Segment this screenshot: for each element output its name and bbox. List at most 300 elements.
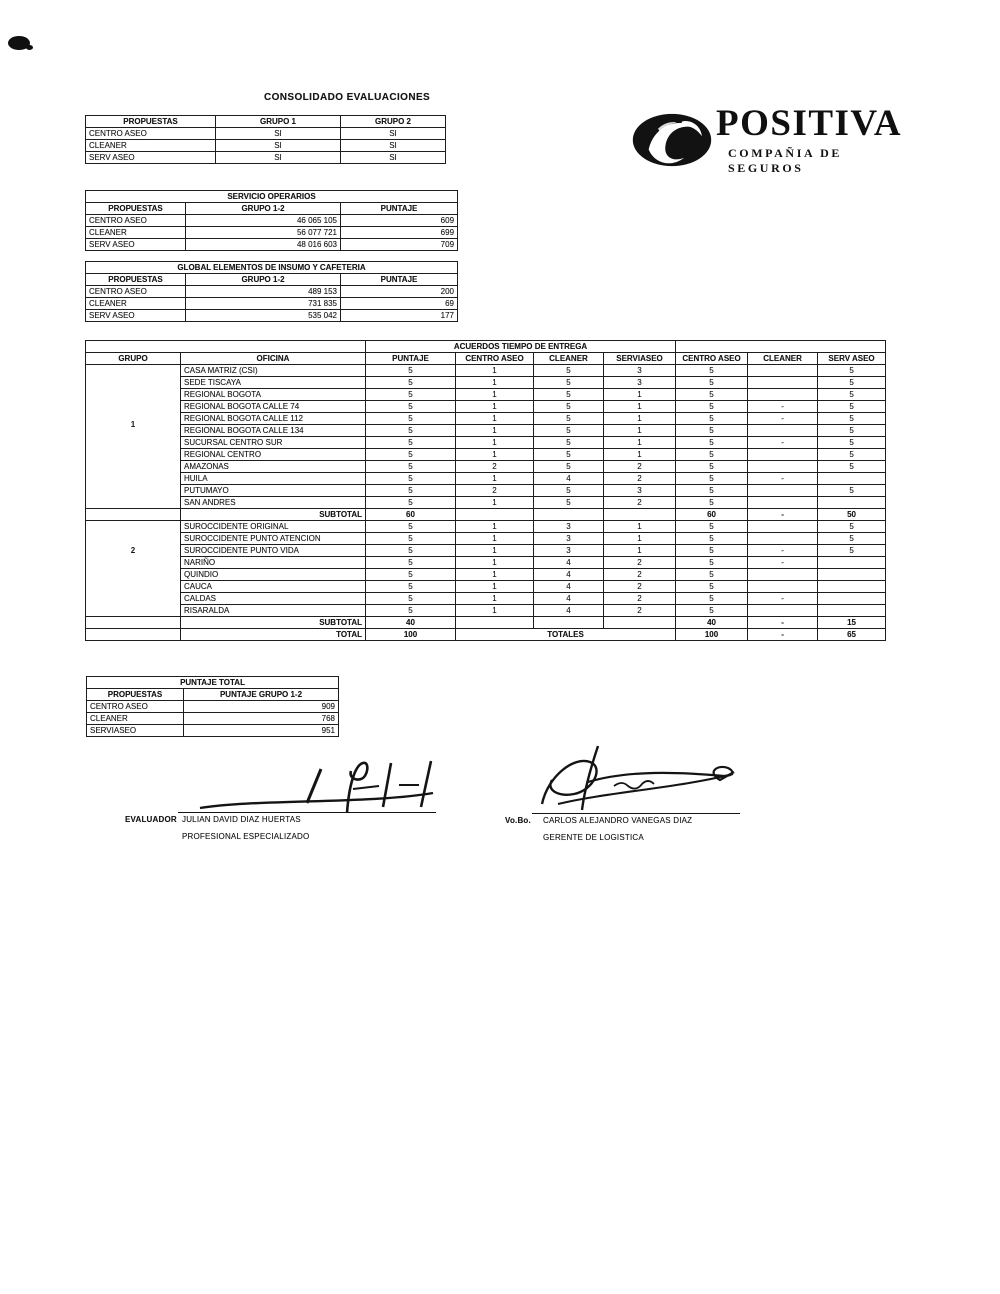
group2-label: 2: [130, 546, 136, 555]
score-cell: 5: [534, 401, 604, 413]
proposal-cell: CLEANER: [87, 713, 184, 725]
score-cell: 4: [534, 593, 604, 605]
proposal-cell: CENTRO ASEO: [86, 128, 216, 140]
score-cell: 5: [676, 473, 748, 485]
score-cell: 3: [604, 365, 676, 377]
table-row: [86, 239, 458, 251]
table-row: [86, 227, 458, 239]
positiva-logo: [630, 103, 920, 175]
score-cell: 5: [534, 389, 604, 401]
table-title: SERVICIO OPERARIOS: [86, 191, 458, 203]
score-cell: 5: [818, 401, 886, 413]
score-cell: 5: [366, 521, 456, 533]
table-row: [86, 128, 446, 140]
score-cell: 5: [366, 485, 456, 497]
office-cell: RISARALDA: [181, 605, 366, 617]
score-cell: 5: [366, 593, 456, 605]
score-cell: 200: [341, 286, 458, 298]
office-cell: CAUCA: [181, 581, 366, 593]
score-cell: 3: [604, 485, 676, 497]
empty-cell: [86, 629, 181, 641]
score-cell: 5: [366, 605, 456, 617]
subtotal-cell: 60: [366, 509, 456, 521]
group-cell: [86, 557, 181, 569]
office-row: [86, 569, 886, 581]
evaluator-title: PROFESIONAL ESPECIALIZADO: [182, 832, 310, 841]
subtotal-row: [86, 509, 886, 521]
office-cell: HUILA: [181, 473, 366, 485]
score-cell: 5: [534, 497, 604, 509]
score-cell: [818, 557, 886, 569]
score-cell: 5: [366, 545, 456, 557]
office-row: [86, 413, 886, 425]
office-row: [86, 449, 886, 461]
group-cell: [86, 569, 181, 581]
office-cell: REGIONAL BOGOTA CALLE 74: [181, 401, 366, 413]
header-cell: GRUPO 2: [341, 116, 446, 128]
score-cell: 1: [456, 449, 534, 461]
score-cell: 2: [604, 581, 676, 593]
score-cell: 4: [534, 605, 604, 617]
empty-cell: [534, 617, 604, 629]
header-cell: CLEANER: [534, 353, 604, 365]
score-cell: 5: [676, 581, 748, 593]
office-row: [86, 401, 886, 413]
empty-cell: [534, 509, 604, 521]
score-cell: 5: [366, 413, 456, 425]
score-cell: 5: [818, 461, 886, 473]
group-cell: [86, 605, 181, 617]
logo-name: POSITIVA: [716, 103, 903, 144]
score-cell: 5: [676, 593, 748, 605]
empty-cell: [604, 617, 676, 629]
empty-cell: [86, 509, 181, 521]
score-cell: 5: [534, 461, 604, 473]
score-cell: 1: [456, 605, 534, 617]
title-row: [87, 677, 339, 689]
header-row: [87, 689, 339, 701]
score-cell: 3: [534, 545, 604, 557]
office-cell: QUINDIO: [181, 569, 366, 581]
office-cell: REGIONAL BOGOTA: [181, 389, 366, 401]
header-row: [86, 274, 458, 286]
score-cell: -: [748, 401, 818, 413]
subtotal-cell: -: [748, 509, 818, 521]
score-cell: 5: [676, 461, 748, 473]
header-cell: GRUPO 1-2: [186, 274, 341, 286]
score-cell: 5: [818, 521, 886, 533]
score-cell: [748, 425, 818, 437]
score-cell: 5: [366, 425, 456, 437]
office-cell: SUROCCIDENTE ORIGINAL: [181, 521, 366, 533]
proposal-cell: CENTRO ASEO: [86, 215, 186, 227]
office-row: [86, 365, 886, 377]
proposal-cell: CENTRO ASEO: [86, 286, 186, 298]
empty-cell: [604, 509, 676, 521]
amount-cell: 731 835: [186, 298, 341, 310]
office-row: [86, 485, 886, 497]
group-cell: [86, 521, 181, 533]
scan-artifact-speck: [26, 45, 33, 50]
score-cell: [818, 569, 886, 581]
score-cell: [818, 473, 886, 485]
score-cell: 1: [604, 521, 676, 533]
score-cell: [748, 569, 818, 581]
score-cell: 5: [366, 473, 456, 485]
score-cell: 609: [341, 215, 458, 227]
header-cell: GRUPO 1: [216, 116, 341, 128]
score-cell: 5: [534, 413, 604, 425]
group-cell: [86, 389, 181, 401]
subtotal-cell: 50: [818, 509, 886, 521]
score-cell: 5: [676, 377, 748, 389]
proposal-cell: CENTRO ASEO: [87, 701, 184, 713]
amount-cell: 489 153: [186, 286, 341, 298]
table-row: [86, 286, 458, 298]
proposal-cell: SERV ASEO: [86, 310, 186, 322]
value-cell: SI: [216, 152, 341, 164]
office-row: [86, 461, 886, 473]
header-cell: GRUPO 1-2: [186, 203, 341, 215]
score-cell: 5: [676, 425, 748, 437]
amount-cell: 56 077 721: [186, 227, 341, 239]
total-row: [86, 629, 886, 641]
score-cell: [748, 449, 818, 461]
empty-cell: [676, 341, 886, 353]
header-cell: PUNTAJE: [341, 274, 458, 286]
score-cell: 5: [534, 449, 604, 461]
proposal-cell: SERV ASEO: [86, 152, 216, 164]
office-cell: SUROCCIDENTE PUNTO VIDA: [181, 545, 366, 557]
score-cell: 3: [534, 521, 604, 533]
office-row: [86, 581, 886, 593]
score-cell: -: [748, 473, 818, 485]
score-cell: 699: [341, 227, 458, 239]
consolidado-table: [85, 115, 446, 164]
value-cell: SI: [216, 128, 341, 140]
table-row: [86, 140, 446, 152]
office-row: [86, 377, 886, 389]
table-row: [87, 713, 339, 725]
office-cell: PUTUMAYO: [181, 485, 366, 497]
score-cell: 5: [676, 365, 748, 377]
score-cell: 5: [818, 437, 886, 449]
score-cell: 5: [676, 521, 748, 533]
approver-name: CARLOS ALEJANDRO VANEGAS DIAZ: [543, 816, 693, 825]
evaluator-signature: [195, 755, 445, 815]
total-cell: -: [748, 629, 818, 641]
score-cell: 2: [604, 605, 676, 617]
score-cell: 1: [604, 449, 676, 461]
value-cell: SI: [341, 128, 446, 140]
subtotal-cell: 40: [366, 617, 456, 629]
score-cell: -: [748, 593, 818, 605]
table-row: [87, 701, 339, 713]
score-cell: 768: [184, 713, 339, 725]
score-cell: 3: [534, 533, 604, 545]
subtotal-label: SUBTOTAL: [181, 509, 366, 521]
score-cell: 2: [604, 497, 676, 509]
score-cell: [748, 581, 818, 593]
group1-label: 1: [130, 420, 136, 429]
office-row: [86, 437, 886, 449]
score-cell: 1: [604, 545, 676, 557]
score-cell: 5: [676, 449, 748, 461]
score-cell: 5: [676, 437, 748, 449]
title-row: [86, 262, 458, 274]
score-cell: 1: [604, 401, 676, 413]
puntaje-total-table: [86, 676, 339, 737]
table-row: [87, 725, 339, 737]
group-cell: [86, 401, 181, 413]
score-cell: 5: [366, 569, 456, 581]
score-cell: 5: [366, 437, 456, 449]
score-cell: [748, 605, 818, 617]
score-cell: 5: [818, 365, 886, 377]
score-cell: 5: [366, 533, 456, 545]
span-title: ACUERDOS TIEMPO DE ENTREGA: [366, 341, 676, 353]
score-cell: 2: [456, 485, 534, 497]
score-cell: 5: [366, 449, 456, 461]
score-cell: 5: [534, 425, 604, 437]
score-cell: -: [748, 413, 818, 425]
total-cell: 65: [818, 629, 886, 641]
score-cell: 4: [534, 473, 604, 485]
header-cell: OFICINA: [181, 353, 366, 365]
empty-cell: [86, 617, 181, 629]
group-cell: [86, 365, 181, 377]
score-cell: 5: [534, 485, 604, 497]
office-cell: SUCURSAL CENTRO SUR: [181, 437, 366, 449]
score-cell: 1: [456, 473, 534, 485]
office-row: [86, 473, 886, 485]
approver-role-label: Vo.Bo.: [505, 816, 531, 825]
score-cell: 2: [456, 461, 534, 473]
score-cell: [818, 581, 886, 593]
document-title: CONSOLIDADO EVALUACIONES: [264, 92, 431, 103]
empty-cell: [86, 341, 366, 353]
score-cell: 1: [456, 545, 534, 557]
score-cell: 5: [676, 485, 748, 497]
score-cell: -: [748, 545, 818, 557]
score-cell: 5: [818, 449, 886, 461]
totales-label: TOTALES: [456, 629, 676, 641]
score-cell: 1: [456, 377, 534, 389]
score-cell: 5: [676, 557, 748, 569]
office-row: [86, 545, 886, 557]
office-row: [86, 521, 886, 533]
score-cell: 5: [676, 533, 748, 545]
score-cell: [818, 497, 886, 509]
score-cell: [748, 521, 818, 533]
score-cell: [748, 497, 818, 509]
global-elementos-table: [85, 261, 458, 322]
score-cell: 2: [604, 593, 676, 605]
office-cell: REGIONAL BOGOTA CALLE 112: [181, 413, 366, 425]
score-cell: 5: [366, 401, 456, 413]
header-cell: CENTRO ASEO: [676, 353, 748, 365]
positiva-emblem-icon: [630, 110, 714, 170]
empty-cell: [456, 617, 534, 629]
score-cell: 5: [534, 437, 604, 449]
subtotal-cell: -: [748, 617, 818, 629]
score-cell: 5: [366, 389, 456, 401]
score-cell: 2: [604, 569, 676, 581]
score-cell: 1: [456, 365, 534, 377]
score-cell: 709: [341, 239, 458, 251]
score-cell: 1: [604, 413, 676, 425]
total-cell: 100: [366, 629, 456, 641]
group-cell: [86, 485, 181, 497]
score-cell: [748, 533, 818, 545]
score-cell: 5: [366, 365, 456, 377]
score-cell: 5: [818, 389, 886, 401]
score-cell: 1: [604, 437, 676, 449]
subtotal-label: SUBTOTAL: [181, 617, 366, 629]
signature-line: [532, 813, 740, 814]
score-cell: 5: [366, 497, 456, 509]
servicio-operarios-table: [85, 190, 458, 251]
score-cell: 1: [456, 569, 534, 581]
proposal-cell: SERVIASEO: [87, 725, 184, 737]
score-cell: [748, 377, 818, 389]
office-row: [86, 557, 886, 569]
office-cell: CALDAS: [181, 593, 366, 605]
score-cell: [818, 605, 886, 617]
total-label: TOTAL: [181, 629, 366, 641]
table-title: PUNTAJE TOTAL: [87, 677, 339, 689]
value-cell: SI: [216, 140, 341, 152]
proposal-cell: CLEANER: [86, 298, 186, 310]
score-cell: 5: [818, 377, 886, 389]
amount-cell: 46 065 105: [186, 215, 341, 227]
table-row: [86, 298, 458, 310]
score-cell: 177: [341, 310, 458, 322]
header-cell: CLEANER: [748, 353, 818, 365]
value-cell: SI: [341, 152, 446, 164]
table-row: [86, 310, 458, 322]
score-cell: 5: [534, 365, 604, 377]
value-cell: SI: [341, 140, 446, 152]
score-cell: 5: [366, 581, 456, 593]
score-cell: 5: [676, 401, 748, 413]
office-row: [86, 593, 886, 605]
total-cell: 100: [676, 629, 748, 641]
table-title: GLOBAL ELEMENTOS DE INSUMO Y CAFETERIA: [86, 262, 458, 274]
header-cell: GRUPO: [86, 353, 181, 365]
score-cell: 1: [456, 413, 534, 425]
office-row: [86, 497, 886, 509]
logo-subtitle: COMPAÑIA DE SEGUROS: [728, 146, 843, 175]
empty-cell: [456, 509, 534, 521]
score-cell: 69: [341, 298, 458, 310]
score-cell: 909: [184, 701, 339, 713]
score-cell: 5: [818, 425, 886, 437]
header-cell: SERVIASEO: [604, 353, 676, 365]
group-cell: [86, 593, 181, 605]
table-row: [86, 152, 446, 164]
subtotal-cell: 60: [676, 509, 748, 521]
score-cell: 4: [534, 557, 604, 569]
subtotal-cell: 15: [818, 617, 886, 629]
score-cell: 5: [366, 461, 456, 473]
amount-cell: 535 042: [186, 310, 341, 322]
header-cell: PUNTAJE: [341, 203, 458, 215]
header-row: [86, 353, 886, 365]
proposal-cell: SERV ASEO: [86, 239, 186, 251]
proposal-cell: CLEANER: [86, 140, 216, 152]
score-cell: [748, 389, 818, 401]
score-cell: 951: [184, 725, 339, 737]
header-cell: PROPUESTAS: [86, 274, 186, 286]
score-cell: 2: [604, 473, 676, 485]
score-cell: 5: [366, 377, 456, 389]
score-cell: 5: [534, 377, 604, 389]
score-cell: 1: [456, 557, 534, 569]
score-cell: 1: [456, 425, 534, 437]
acuerdos-entrega-table: [85, 340, 886, 641]
score-cell: 5: [818, 545, 886, 557]
office-row: [86, 605, 886, 617]
score-cell: 1: [456, 593, 534, 605]
score-cell: 2: [604, 557, 676, 569]
header-cell: CENTRO ASEO: [456, 353, 534, 365]
score-cell: 2: [604, 461, 676, 473]
group-cell: [86, 473, 181, 485]
score-cell: 1: [456, 389, 534, 401]
signature-line: [178, 812, 436, 813]
score-cell: [818, 593, 886, 605]
evaluator-name: JULIAN DAVID DIAZ HUERTAS: [182, 815, 301, 824]
office-cell: REGIONAL CENTRO: [181, 449, 366, 461]
group-cell: [86, 497, 181, 509]
score-cell: 1: [456, 437, 534, 449]
score-cell: -: [748, 437, 818, 449]
subtotal-cell: 40: [676, 617, 748, 629]
header-cell: PROPUESTAS: [86, 116, 216, 128]
office-cell: SAN ANDRES: [181, 497, 366, 509]
span-title-row: [86, 341, 886, 353]
score-cell: 4: [534, 581, 604, 593]
score-cell: 1: [456, 581, 534, 593]
score-cell: 5: [676, 569, 748, 581]
score-cell: 5: [818, 413, 886, 425]
office-cell: AMAZONAS: [181, 461, 366, 473]
score-cell: [748, 461, 818, 473]
approver-signature: [528, 742, 748, 814]
score-cell: 5: [818, 533, 886, 545]
header-cell: SERV ASEO: [818, 353, 886, 365]
score-cell: 1: [604, 533, 676, 545]
subtotal-row: [86, 617, 886, 629]
group-cell: [86, 461, 181, 473]
office-cell: REGIONAL BOGOTA CALLE 134: [181, 425, 366, 437]
proposal-cell: CLEANER: [86, 227, 186, 239]
office-cell: CASA MATRIZ (CSI): [181, 365, 366, 377]
header-cell: PUNTAJE: [366, 353, 456, 365]
score-cell: [748, 365, 818, 377]
score-cell: 3: [604, 377, 676, 389]
group-cell: [86, 377, 181, 389]
header-row: [86, 116, 446, 128]
score-cell: -: [748, 557, 818, 569]
score-cell: 1: [456, 401, 534, 413]
score-cell: 5: [676, 545, 748, 557]
score-cell: 1: [604, 425, 676, 437]
score-cell: 5: [676, 605, 748, 617]
office-row: [86, 389, 886, 401]
score-cell: 5: [818, 485, 886, 497]
